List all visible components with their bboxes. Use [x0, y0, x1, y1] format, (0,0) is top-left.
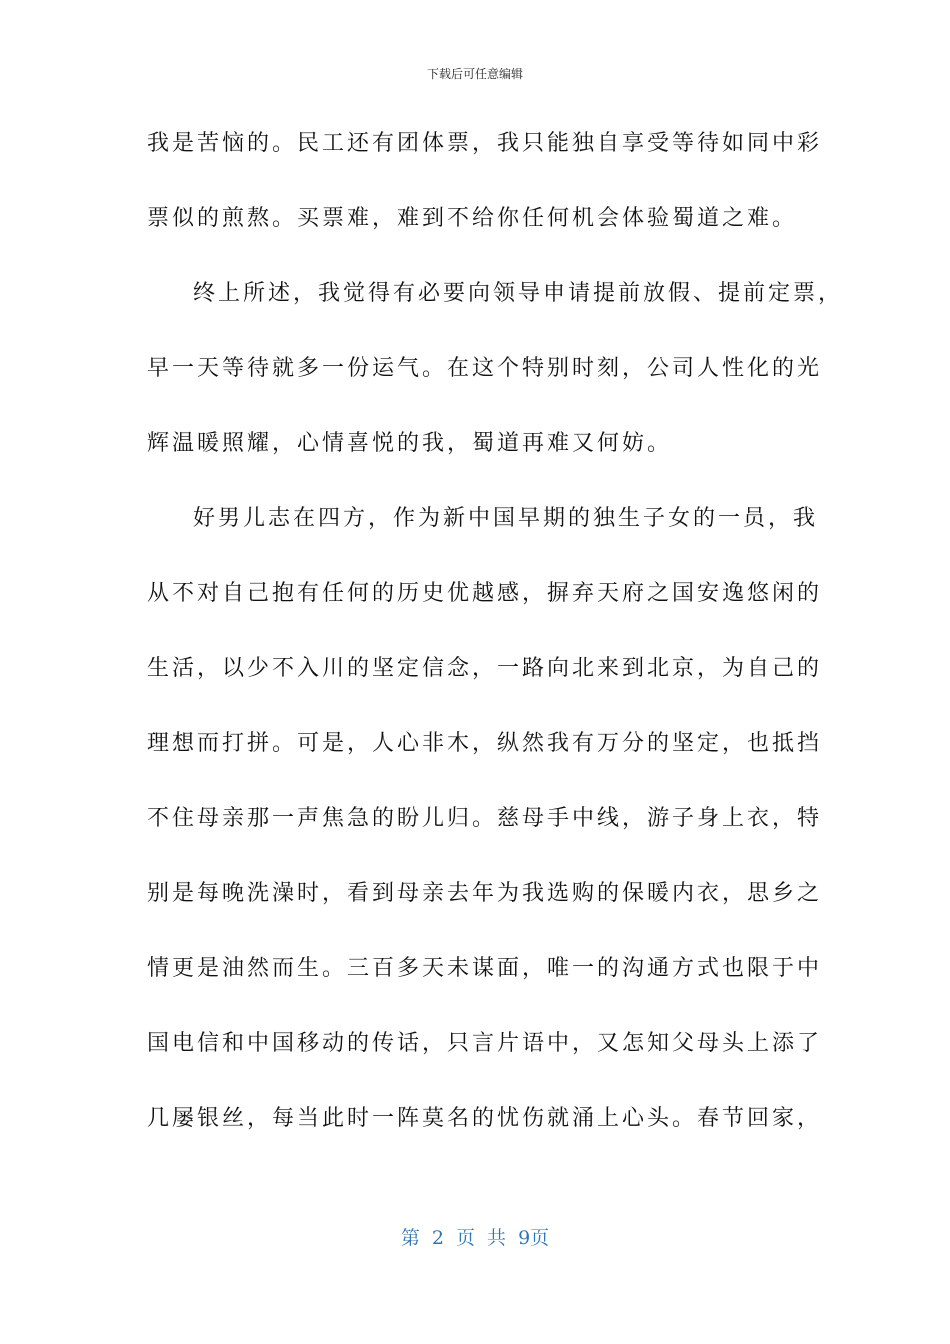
- text-line: 情更是油然而生。三百多天未谋面，唯一的沟通方式也限于中: [147, 956, 823, 981]
- text-line: 我是苦恼的。民工还有团体票，我只能独自享受等待如同中彩: [147, 131, 823, 156]
- text-line: 早一天等待就多一份运气。在这个特别时刻，公司人性化的光: [147, 356, 823, 381]
- text-line: 别是每晚洗澡时，看到母亲去年为我选购的保暖内衣，思乡之: [147, 881, 823, 906]
- text-line-paragraph-start: 好男儿志在四方，作为新中国早期的独生子女的一员，我: [193, 506, 819, 531]
- text-line-paragraph-start: 终上所述，我觉得有必要向领导申请提前放假、提前定票，: [193, 281, 844, 306]
- text-line: 不住母亲那一声焦急的盼儿归。慈母手中线，游子身上衣，特: [147, 806, 823, 831]
- text-line: 生活，以少不入川的坚定信念，一路向北来到北京，为自己的: [147, 656, 823, 681]
- text-line: 国电信和中国移动的传话，只言片语中，又怎知父母头上添了: [147, 1031, 823, 1056]
- text-line: 几屡银丝，每当此时一阵莫名的忧伤就涌上心头。春节回家，: [147, 1106, 823, 1131]
- document-body: [147, 118, 844, 1168]
- text-line: 辉温暖照耀，心情喜悦的我，蜀道再难又何妨。: [147, 431, 673, 456]
- text-line: 理想而打拼。可是，人心非木，纵然我有万分的坚定，也抵挡: [147, 731, 823, 756]
- page-footer: 第 2 页 共 9页: [400, 1227, 550, 1249]
- text-line: 票似的煎熬。买票难，难到不给你任何机会体验蜀道之难。: [147, 206, 798, 231]
- page-header: 下载后可任意编辑: [426, 67, 523, 81]
- text-line: 从不对自己抱有任何的历史优越感，摒弃天府之国安逸悠闲的: [147, 581, 823, 606]
